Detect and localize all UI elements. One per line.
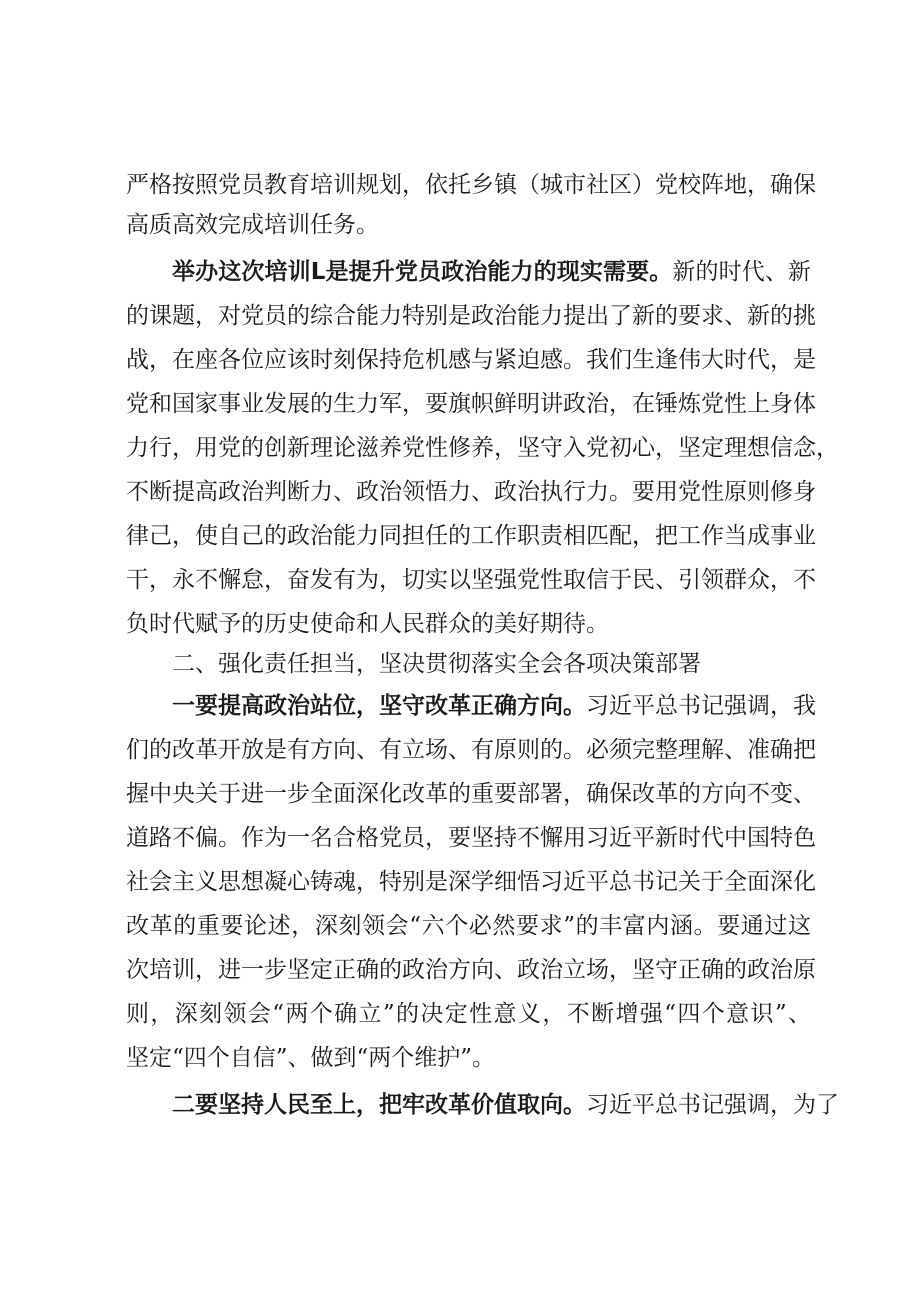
body-line: 负时代赋予的历史使命和人民群众的美好期待。 [126,611,609,637]
body-line: 道路不偏。作为一名合格党员，要坚持不懈用习近平新时代中国特色 [126,825,816,851]
body-line: 战，在座各位应该时刻保持危机感与紧迫感。我们生逢伟大时代，是 [126,347,816,373]
body-line: 次培训，进一步坚定正确的政治方向、政治立场，坚守正确的政治原 [126,957,816,983]
body-line: 握中央关于进一步全面深化改革的重要部署，确保改革的方向不变、 [126,781,816,807]
body-line: 力行，用党的创新理论滋养党性修养，坚守入党初心，坚定理想信念， [126,435,839,461]
paragraph-first-line [172,686,816,726]
body-line: 律己，使自己的政治能力同担任的工作职责相匹配，把工作当成事业 [126,523,816,549]
paragraph-lead-rest: 习近平总书记强调，我 [586,693,816,719]
paragraph-first-line [172,252,811,292]
paragraph-first-line [172,1085,839,1125]
body-line: 高质高效完成培训任务。 [126,212,379,238]
body-line: 干，永不懈怠，奋发有为，切实以坚强党性取信于民、引领群众，不 [126,567,816,593]
body-line: 党和国家事业发展的生力军，要旗帜鲜明讲政治，在锤炼党性上身体 [126,391,816,417]
body-line: 的课题，对党员的综合能力特别是政治能力提出了新的要求、新的挑 [126,303,816,329]
body-line: 则，深刻领会“两个确立”的决定性意义，不断增强“四个意识”、 [126,1001,811,1027]
section-heading: 二、强化责任担当，坚决贯彻落实全会各项决策部署 [172,651,701,677]
paragraph-lead-bold: 二要坚持人民至上，把牢改革价值取向。 [172,1092,586,1118]
paragraph-lead-rest: 习近平总书记强调，为了 [586,1092,839,1118]
paragraph-lead-bold: 一要提高政治站位，坚守改革正确方向。 [172,693,586,719]
paragraph-lead-rest: 新的时代、新 [672,259,812,285]
body-line: 坚定“四个自信”、做到“两个维护”。 [126,1045,496,1071]
paragraph-lead-bold: 举办这次培训L是提升党员政治能力的现实需要。 [172,259,673,285]
body-line: 严格按照党员教育培训规划，依托乡镇（城市社区）党校阵地，确保 [126,172,816,198]
body-line: 们的改革开放是有方向、有立场、有原则的。必须完整理解、准确把 [126,737,816,763]
body-line: 改革的重要论述，深刻领会“六个必然要求”的丰富内涵。要通过这 [126,913,811,939]
body-line: 社会主义思想凝心铸魂，特别是深学细悟习近平总书记关于全面深化 [126,869,816,895]
body-line: 不断提高政治判断力、政治领悟力、政治执行力。要用党性原则修身 [126,479,816,505]
